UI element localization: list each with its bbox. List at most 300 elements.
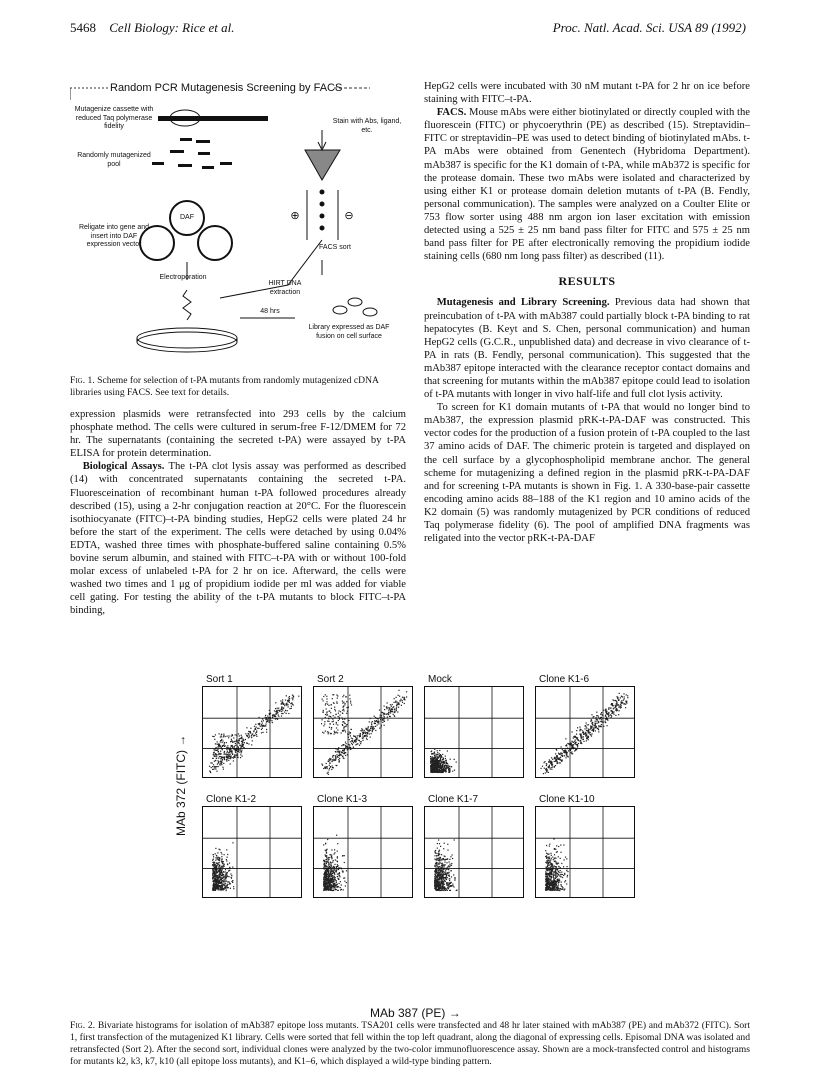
- event-dot: [338, 720, 339, 721]
- paragraph-facs: [424, 106, 750, 263]
- paragraph: HepG2 cells were incubated with 30 nM mutant t-PA for 2 hr on ice before staining with FITC–t-PA.: [424, 81, 750, 106]
- event-dot: [552, 883, 553, 884]
- event-dot: [334, 717, 335, 718]
- event-dot: [397, 711, 398, 712]
- event-dot: [225, 745, 226, 746]
- event-dot: [554, 874, 555, 875]
- event-dot: [384, 714, 385, 715]
- event-dot: [337, 865, 338, 866]
- event-dot: [371, 722, 372, 723]
- event-dot: [559, 762, 560, 763]
- event-dot: [388, 707, 389, 708]
- event-dot: [289, 702, 290, 703]
- event-dot: [350, 729, 351, 730]
- event-dot: [268, 720, 269, 721]
- event-dot: [287, 700, 288, 701]
- event-dot: [566, 752, 567, 753]
- event-dot: [345, 726, 346, 727]
- event-dot: [226, 742, 227, 743]
- event-dot: [367, 730, 368, 731]
- event-dot: [271, 720, 272, 721]
- event-dot: [595, 721, 596, 722]
- event-dot: [362, 737, 363, 738]
- event-dot: [278, 708, 279, 709]
- event-dot: [328, 732, 329, 733]
- event-dot: [216, 766, 217, 767]
- event-dot: [404, 699, 405, 700]
- event-dot: [394, 716, 395, 717]
- event-dot: [627, 695, 628, 696]
- event-dot: [213, 764, 214, 765]
- event-dot: [449, 861, 450, 862]
- event-dot: [552, 759, 553, 760]
- event-dot: [345, 747, 346, 748]
- event-dot: [441, 766, 442, 767]
- event-dot: [571, 753, 572, 754]
- event-dot: [275, 708, 276, 709]
- event-dot: [212, 877, 213, 878]
- event-dot: [445, 758, 446, 759]
- event-dot: [440, 881, 441, 882]
- event-dot: [322, 699, 323, 700]
- event-dot: [362, 734, 363, 735]
- event-dot: [447, 765, 448, 766]
- event-dot: [446, 768, 447, 769]
- event-dot: [325, 703, 326, 704]
- event-dot: [436, 880, 437, 881]
- event-dot: [331, 733, 332, 734]
- event-dot: [218, 762, 219, 763]
- event-dot: [326, 874, 327, 875]
- event-dot: [434, 757, 435, 758]
- event-dot: [256, 730, 257, 731]
- event-dot: [217, 859, 218, 860]
- event-dot: [251, 735, 252, 736]
- event-dot: [452, 885, 453, 886]
- event-dot: [551, 757, 552, 758]
- event-dot: [443, 874, 444, 875]
- event-dot: [399, 704, 400, 705]
- event-dot: [333, 767, 334, 768]
- figure-1-title: Random PCR Mutagenesis Screening by FACS: [110, 82, 343, 94]
- event-dot: [362, 732, 363, 733]
- paragraph: expression plasmids were retransfected into 293 cells by the calcium phosphate method. The cells were cultured in serum-free F-12/DMEM for 72 hr. The supernatants (containing the secreted t-PA) were assayed by t-PA ELISA for protein determination.: [70, 409, 406, 460]
- figure-2-caption-label: Fig. 2.: [70, 1020, 96, 1031]
- event-dot: [340, 889, 341, 890]
- event-dot: [377, 722, 378, 723]
- event-dot: [262, 732, 263, 733]
- event-dot: [567, 876, 568, 877]
- event-dot: [598, 728, 599, 729]
- event-dot: [555, 870, 556, 871]
- event-dot: [221, 870, 222, 871]
- event-dot: [340, 887, 341, 888]
- event-dot: [363, 736, 364, 737]
- event-dot: [222, 888, 223, 889]
- minus-symbol: ⊖: [344, 210, 354, 222]
- event-dot: [365, 732, 366, 733]
- event-dot: [227, 887, 228, 888]
- event-dot: [555, 883, 556, 884]
- event-dot: [372, 727, 373, 728]
- event-dot: [545, 850, 546, 851]
- event-dot: [611, 710, 612, 711]
- event-dot: [441, 881, 442, 882]
- event-dot: [454, 839, 455, 840]
- event-dot: [239, 735, 240, 736]
- event-dot: [232, 734, 233, 735]
- event-dot: [326, 715, 327, 716]
- event-dot: [436, 862, 437, 863]
- event-dot: [378, 723, 379, 724]
- event-dot: [551, 880, 552, 881]
- event-dot: [325, 882, 326, 883]
- event-dot: [325, 862, 326, 863]
- event-dot: [216, 869, 217, 870]
- event-dot: [266, 732, 267, 733]
- event-dot: [228, 735, 229, 736]
- event-dot: [323, 710, 324, 711]
- event-dot: [324, 872, 325, 873]
- event-dot: [333, 694, 334, 695]
- event-dot: [608, 716, 609, 717]
- paragraph-text: The t-PA clot lysis assay was performed as described (14) with concentrated supernatants containing the secreted t-PA. Fluoresceination of recombinant human t-PA followed procedures already described (15), using a 2-hr conjugation reaction at 20°C. For the fluorescein isothiocyanate (FITC)–t-PA binding studies, HepG2 cells were plated 24 hr before the start of the experiment. The cells were detached by using 0.04% EDTA, washed three times with phosphate-buffered saline containing 0.5% bovine serum albumin, and stained with FITC–t-PA with or without 100-fold molar excess of unlabeled t-PA for 2 hr on ice. Afterward, the cells were washed two times and 1 μg of propidium iodide per ml was added for viable cell gating. For testing the ability of the t-PA mutants to block FITC–t-PA binding,: [70, 461, 406, 617]
- event-dot: [224, 759, 225, 760]
- event-dot: [325, 731, 326, 732]
- event-dot: [215, 756, 216, 757]
- event-dot: [549, 765, 550, 766]
- event-dot: [432, 764, 433, 765]
- event-dot: [565, 757, 566, 758]
- event-dot: [324, 724, 325, 725]
- event-dot: [546, 889, 547, 890]
- event-dot: [214, 876, 215, 877]
- event-dot: [590, 734, 591, 735]
- event-dot: [343, 709, 344, 710]
- event-dot: [430, 766, 431, 767]
- event-dot: [571, 744, 572, 745]
- event-dot: [595, 727, 596, 728]
- event-dot: [564, 889, 565, 890]
- event-dot: [576, 744, 577, 745]
- event-dot: [561, 872, 562, 873]
- event-dot: [389, 716, 390, 717]
- event-dot: [326, 696, 327, 697]
- event-dot: [442, 863, 443, 864]
- event-dot: [597, 715, 598, 716]
- event-dot: [441, 854, 442, 855]
- event-dot: [213, 856, 214, 857]
- event-dot: [358, 740, 359, 741]
- event-dot: [443, 772, 444, 773]
- event-dot: [553, 839, 554, 840]
- event-dot: [547, 857, 548, 858]
- event-dot: [360, 730, 361, 731]
- event-dot: [222, 884, 223, 885]
- event-dot: [436, 872, 437, 873]
- event-dot: [626, 701, 627, 702]
- event-dot: [586, 726, 587, 727]
- event-dot: [216, 747, 217, 748]
- event-dot: [222, 742, 223, 743]
- event-dot: [243, 740, 244, 741]
- event-dot: [553, 882, 554, 883]
- event-dot: [228, 737, 229, 738]
- event-dot: [262, 725, 263, 726]
- event-dot: [251, 744, 252, 745]
- event-dot: [627, 697, 628, 698]
- event-dot: [607, 719, 608, 720]
- event-dot: [436, 853, 437, 854]
- event-dot: [437, 768, 438, 769]
- event-dot: [387, 719, 388, 720]
- event-dot: [566, 870, 567, 871]
- event-dot: [555, 753, 556, 754]
- event-dot: [249, 735, 250, 736]
- event-dot: [357, 735, 358, 736]
- event-dot: [442, 883, 443, 884]
- event-dot: [443, 867, 444, 868]
- event-dot: [349, 698, 350, 699]
- event-dot: [395, 701, 396, 702]
- event-dot: [444, 872, 445, 873]
- event-dot: [371, 726, 372, 727]
- event-dot: [334, 886, 335, 887]
- event-dot: [548, 857, 549, 858]
- event-dot: [339, 755, 340, 756]
- event-dot: [550, 859, 551, 860]
- event-dot: [382, 722, 383, 723]
- event-dot: [323, 712, 324, 713]
- event-dot: [398, 690, 399, 691]
- event-dot: [546, 881, 547, 882]
- event-dot: [555, 761, 556, 762]
- event-dot: [437, 761, 438, 762]
- event-dot: [555, 885, 556, 886]
- event-dot: [339, 715, 340, 716]
- event-dot: [396, 697, 397, 698]
- event-dot: [277, 708, 278, 709]
- event-dot: [328, 866, 329, 867]
- event-dot: [439, 750, 440, 751]
- event-dot: [440, 760, 441, 761]
- event-dot: [559, 875, 560, 876]
- religate-label: Religate into gene and insert into DAF expression vector: [78, 224, 150, 248]
- event-dot: [329, 711, 330, 712]
- event-dot: [240, 745, 241, 746]
- event-dot: [326, 712, 327, 713]
- event-dot: [232, 746, 233, 747]
- event-dot: [323, 725, 324, 726]
- event-dot: [577, 737, 578, 738]
- event-dot: [560, 870, 561, 871]
- event-dot: [613, 708, 614, 709]
- event-dot: [220, 873, 221, 874]
- event-dot: [350, 702, 351, 703]
- event-dot: [441, 755, 442, 756]
- event-dot: [606, 709, 607, 710]
- event-dot: [431, 760, 432, 761]
- event-dot: [233, 737, 234, 738]
- event-dot: [230, 873, 231, 874]
- event-dot: [342, 855, 343, 856]
- event-dot: [278, 710, 279, 711]
- event-dot: [450, 886, 451, 887]
- event-dot: [591, 719, 592, 720]
- event-dot: [287, 710, 288, 711]
- event-dot: [324, 861, 325, 862]
- event-dot: [586, 728, 587, 729]
- event-dot: [283, 704, 284, 705]
- event-dot: [396, 707, 397, 708]
- event-dot: [375, 723, 376, 724]
- event-dot: [447, 844, 448, 845]
- event-dot: [549, 865, 550, 866]
- event-dot: [325, 714, 326, 715]
- event-dot: [238, 757, 239, 758]
- event-dot: [226, 860, 227, 861]
- event-dot: [591, 727, 592, 728]
- event-dot: [350, 741, 351, 742]
- event-dot: [339, 717, 340, 718]
- event-dot: [223, 763, 224, 764]
- scatter-plot: [424, 686, 524, 778]
- event-dot: [554, 766, 555, 767]
- event-dot: [549, 873, 550, 874]
- event-dot: [447, 872, 448, 873]
- event-dot: [330, 723, 331, 724]
- event-dot: [256, 727, 257, 728]
- event-dot: [564, 859, 565, 860]
- event-dot: [548, 766, 549, 767]
- event-dot: [616, 703, 617, 704]
- event-dot: [440, 763, 441, 764]
- event-dot: [439, 886, 440, 887]
- event-dot: [546, 886, 547, 887]
- event-dot: [593, 730, 594, 731]
- event-dot: [226, 890, 227, 891]
- event-dot: [292, 699, 293, 700]
- event-dot: [572, 731, 573, 732]
- histogram-panel: [535, 796, 640, 899]
- event-dot: [440, 890, 441, 891]
- panel-title: Clone K1-2: [206, 794, 257, 805]
- event-dot: [579, 734, 580, 735]
- event-dot: [364, 730, 365, 731]
- event-dot: [262, 728, 263, 729]
- event-dot: [289, 698, 290, 699]
- event-dot: [291, 706, 292, 707]
- event-dot: [561, 746, 562, 747]
- event-dot: [248, 743, 249, 744]
- event-dot: [328, 858, 329, 859]
- event-dot: [446, 766, 447, 767]
- event-dot: [348, 720, 349, 721]
- event-dot: [452, 858, 453, 859]
- event-dot: [337, 861, 338, 862]
- event-dot: [547, 884, 548, 885]
- event-dot: [562, 887, 563, 888]
- mutagenize-label: Mutagenize cassette with reduced Taq polymerase fidelity: [74, 106, 154, 130]
- event-dot: [398, 695, 399, 696]
- event-dot: [227, 857, 228, 858]
- event-dot: [608, 709, 609, 710]
- event-dot: [228, 881, 229, 882]
- event-dot: [551, 764, 552, 765]
- event-dot: [216, 744, 217, 745]
- event-dot: [549, 759, 550, 760]
- event-dot: [344, 719, 345, 720]
- event-dot: [275, 711, 276, 712]
- event-dot: [605, 721, 606, 722]
- event-dot: [289, 708, 290, 709]
- event-dot: [392, 707, 393, 708]
- event-dot: [223, 769, 224, 770]
- event-dot: [449, 890, 450, 891]
- event-dot: [266, 721, 267, 722]
- event-dot: [581, 743, 582, 744]
- event-dot: [261, 721, 262, 722]
- event-dot: [396, 708, 397, 709]
- event-dot: [562, 874, 563, 875]
- event-dot: [274, 715, 275, 716]
- event-dot: [444, 765, 445, 766]
- event-dot: [212, 769, 213, 770]
- event-dot: [330, 867, 331, 868]
- event-dot: [223, 879, 224, 880]
- event-dot: [373, 726, 374, 727]
- event-dot: [558, 880, 559, 881]
- event-dot: [288, 706, 289, 707]
- event-dot: [591, 714, 592, 715]
- event-dot: [336, 867, 337, 868]
- event-dot: [441, 865, 442, 866]
- event-dot: [561, 760, 562, 761]
- event-dot: [239, 743, 240, 744]
- event-dot: [613, 711, 614, 712]
- event-dot: [218, 758, 219, 759]
- stain-label: Stain with Abs, ligand, etc.: [332, 118, 402, 134]
- event-dot: [566, 858, 567, 859]
- event-dot: [554, 890, 555, 891]
- event-dot: [331, 856, 332, 857]
- event-dot: [332, 719, 333, 720]
- event-dot: [327, 861, 328, 862]
- event-dot: [583, 733, 584, 734]
- event-dot: [546, 862, 547, 863]
- event-dot: [214, 761, 215, 762]
- event-dot: [583, 736, 584, 737]
- event-dot: [613, 699, 614, 700]
- event-dot: [365, 735, 366, 736]
- event-dot: [245, 733, 246, 734]
- event-dot: [554, 848, 555, 849]
- event-dot: [218, 879, 219, 880]
- event-dot: [281, 706, 282, 707]
- event-dot: [264, 726, 265, 727]
- event-dot: [333, 759, 334, 760]
- event-dot: [326, 701, 327, 702]
- event-dot: [212, 875, 213, 876]
- event-dot: [343, 757, 344, 758]
- figure-2-caption: [70, 1020, 750, 1068]
- event-dot: [438, 771, 439, 772]
- event-dot: [339, 758, 340, 759]
- event-dot: [216, 884, 217, 885]
- event-dot: [555, 866, 556, 867]
- event-dot: [215, 743, 216, 744]
- event-dot: [219, 756, 220, 757]
